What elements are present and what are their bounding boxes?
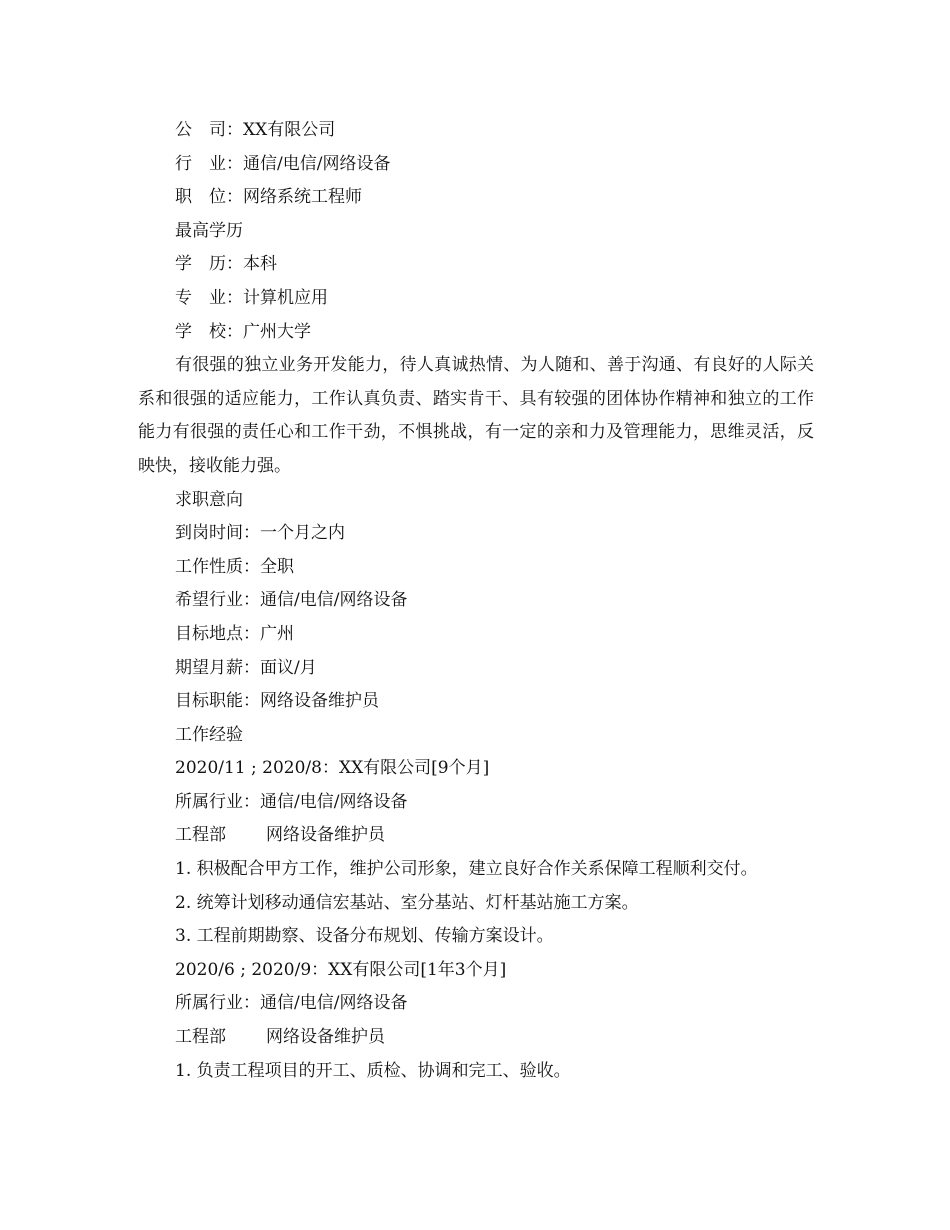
target-location-line: 目标地点：广州 — [175, 623, 294, 644]
resume-content — [138, 114, 814, 1088]
degree-line: 学 历：本科 — [175, 254, 277, 275]
expected-salary-line: 期望月薪：面议/月 — [175, 657, 317, 678]
school-line: 学 校：广州大学 — [175, 321, 311, 342]
job-2-title: 网络设备维护员 — [266, 1027, 385, 1048]
target-function-line: 目标职能：网络设备维护员 — [175, 691, 379, 712]
self-evaluation-paragraph: 有很强的独立业务开发能力，待人真诚热情、为人随和、善于沟通、有良好的人际关系和很强的适应能力，工作认真负责、踏实肯干、具有较强的团体协作精神和独立的工作能力有很强的责任心和工作干劲，不惧挑战，有一定的亲和力及管理能力，思维灵活，反映快，接收能力强。 — [138, 355, 814, 476]
work-experience-heading: 工作经验 — [175, 724, 243, 745]
industry-line: 行 业：通信/电信/网络设备 — [175, 153, 391, 174]
job-1-duty-1: 1. 积极配合甲方工作，维护公司形象，建立良好合作关系保障工程顺利交付。 — [175, 859, 758, 880]
job-2-dept-title — [138, 1021, 814, 1055]
job-intention-heading: 求职意向 — [175, 489, 243, 510]
job-1-industry: 所属行业：通信/电信/网络设备 — [175, 791, 408, 812]
job-1-duty-2: 2. 统筹计划移动通信宏基站、室分基站、灯杆基站施工方案。 — [175, 892, 639, 913]
job-1-period: 2020/11 ; 2020/8：XX有限公司[9个月] — [175, 758, 490, 779]
job-1-duty-3: 3. 工程前期勘察、设备分布规划、传输方案设计。 — [175, 926, 554, 947]
job-2-period: 2020/6 ; 2020/9：XX有限公司[1年3个月] — [175, 959, 507, 980]
job-2-department: 工程部 — [175, 1027, 226, 1048]
position-line: 职 位：网络系统工程师 — [175, 187, 362, 208]
job-type-line: 工作性质：全职 — [175, 556, 294, 577]
education-heading: 最高学历 — [175, 220, 243, 241]
desired-industry-line: 希望行业：通信/电信/网络设备 — [175, 590, 408, 611]
job-2-duty-1: 1. 负责工程项目的开工、质检、协调和完工、验收。 — [175, 1060, 571, 1081]
job-2-industry: 所属行业：通信/电信/网络设备 — [175, 993, 408, 1014]
company-line: 公 司：XX有限公司 — [175, 120, 336, 140]
job-1-dept-title — [138, 819, 814, 853]
arrival-time-line: 到岗时间：一个月之内 — [175, 523, 345, 544]
job-1-department: 工程部 — [175, 825, 226, 846]
major-line: 专 业：计算机应用 — [175, 287, 328, 308]
job-1-title: 网络设备维护员 — [266, 825, 385, 846]
